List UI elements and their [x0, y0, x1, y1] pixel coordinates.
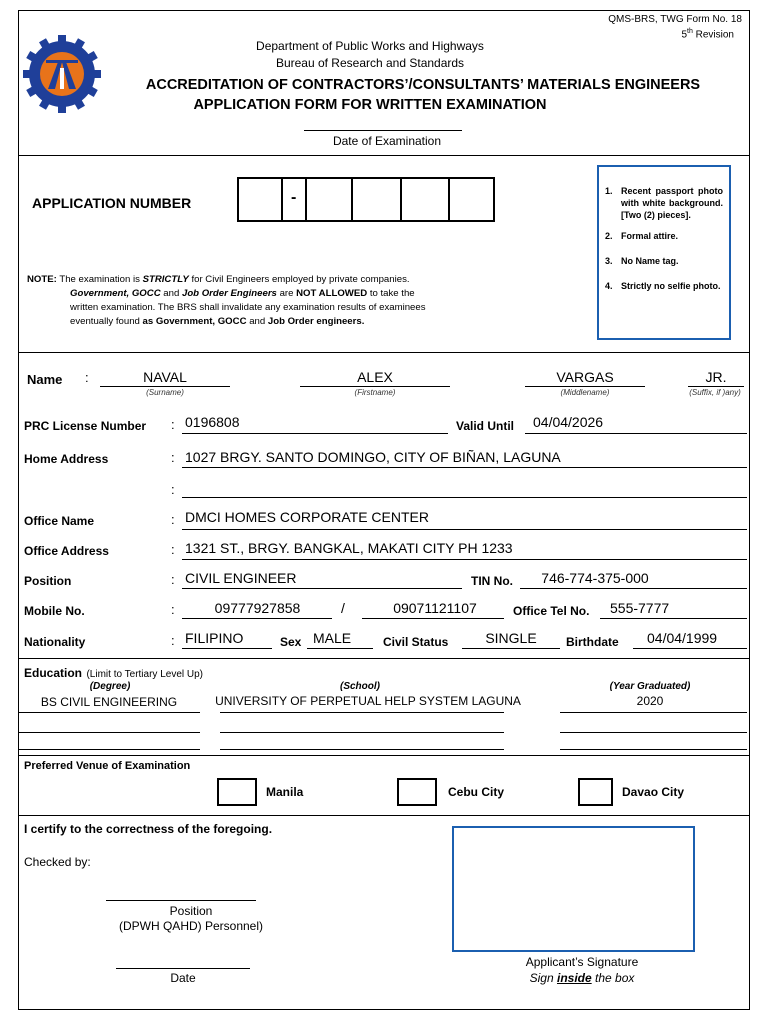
venue-option-cebu: Cebu City — [448, 785, 505, 799]
sex-label: Sex — [280, 635, 302, 649]
nationality-line — [182, 648, 272, 649]
home-address-line-2 — [182, 497, 747, 498]
requirement-item — [605, 185, 723, 221]
application-number-label: APPLICATION NUMBER — [32, 195, 192, 211]
note-line-4 — [27, 315, 497, 329]
note-text: as Government, GOCC — [142, 316, 247, 327]
mobile-1-value: 09777927858 — [214, 600, 301, 616]
edu-line — [18, 732, 200, 733]
date-signature-line — [116, 968, 250, 969]
note-text: Job Order engineers. — [267, 316, 365, 327]
requirement-number: 3. — [605, 256, 613, 266]
certify-statement: I certify to the correctness of the foregoing. — [24, 822, 273, 836]
venue-option-davao: Davao City — [622, 785, 685, 799]
note-not-allowed: NOT ALLOWED — [296, 288, 368, 299]
venue-label: Preferred Venue of Examination — [24, 760, 191, 772]
office-address-colon: : — [171, 542, 175, 557]
firstname-value: ALEX — [357, 369, 393, 385]
nationality-label: Nationality — [24, 635, 86, 649]
mobile-colon: : — [171, 602, 175, 617]
suffix-line — [688, 386, 744, 387]
office-name-line — [182, 529, 747, 530]
note-label: NOTE: — [27, 274, 57, 285]
tin-label: TIN No. — [471, 574, 513, 588]
position-signature-line — [106, 900, 256, 901]
valid-until-value: 04/04/2026 — [533, 414, 604, 430]
school-value: UNIVERSITY OF PERPETUAL HELP SYSTEM LAGUNA — [215, 694, 521, 708]
venue-checkbox-davao[interactable] — [578, 778, 613, 806]
mobile-slash: / — [341, 600, 345, 616]
divider — [18, 755, 750, 756]
edu-line — [18, 712, 200, 713]
education-heading — [24, 664, 203, 682]
firstname-line — [300, 386, 450, 387]
year-hint: (Year Graduated) — [609, 681, 691, 692]
venue-option-manila: Manila — [266, 785, 304, 799]
valid-until-label: Valid Until — [456, 419, 515, 433]
note-text: eventually found — [70, 316, 140, 327]
requirement-text: No Name tag. — [621, 256, 679, 266]
home-address-label: Home Address — [24, 452, 109, 466]
note-line-1 — [27, 273, 497, 287]
revision-word: Revision — [695, 29, 734, 41]
home-colon: : — [171, 450, 175, 465]
note-text: Government, GOCC — [70, 288, 161, 299]
form-title-line2: APPLICATION FORM FOR WRITTEN EXAMINATION — [193, 97, 547, 113]
venue-checkbox-cebu[interactable] — [397, 778, 437, 806]
form-title-line1: ACCREDITATION OF CONTRACTORS’/CONSULTANTS’ MATERIALS ENGINEERS — [145, 77, 701, 93]
prc-colon: : — [171, 417, 175, 432]
note-text: The examination is — [59, 274, 140, 285]
checker-personnel-label: (DPWH QAHD) Personnel) — [118, 919, 264, 933]
civil-status-value: SINGLE — [485, 630, 537, 646]
position-value: CIVIL ENGINEER — [185, 570, 297, 586]
name-label: Name — [27, 372, 63, 387]
note-line-2 — [27, 287, 497, 301]
date-of-exam-line — [304, 130, 462, 131]
school-hint: (School) — [340, 681, 380, 692]
requirements-box — [597, 165, 731, 340]
note-strictly: STRICTLY — [142, 274, 189, 285]
app-box-divider — [351, 179, 353, 220]
app-box-divider — [448, 179, 450, 220]
degree-value: BS CIVIL ENGINEERING — [40, 695, 178, 709]
prc-line — [182, 433, 448, 434]
note-text: and — [249, 316, 266, 327]
office-name-colon: : — [171, 512, 175, 527]
mobile-2-line — [362, 618, 504, 619]
middlename-hint: (Middlename) — [560, 388, 610, 397]
sign-inside-instruction — [452, 971, 712, 985]
requirement-number: 2. — [605, 231, 613, 241]
note-text: to take the — [369, 288, 415, 299]
requirement-text: Recent passport photo with white background. [Two (2) pieces]. — [621, 186, 723, 220]
mobile-1-line — [182, 618, 332, 619]
birthdate-line — [633, 648, 747, 649]
year-value: 2020 — [636, 694, 664, 708]
office-address-value: 1321 ST., BRGY. BANGKAL, MAKATI CITY PH 1233 — [185, 540, 513, 556]
position-colon: : — [171, 572, 175, 587]
office-name-label: Office Name — [24, 514, 95, 528]
app-dash: - — [291, 189, 297, 206]
surname-value: NAVAL — [143, 369, 187, 385]
sign-text: the box — [595, 971, 635, 985]
requirement-item — [605, 280, 723, 292]
department-name: Department of Public Works and Highways — [256, 39, 484, 53]
edu-line — [560, 732, 747, 733]
suffix-value: JR. — [705, 369, 727, 385]
tin-value: 746-774-375-000 — [541, 570, 649, 586]
office-tel-value: 555-7777 — [610, 600, 670, 616]
sign-text: Sign — [529, 971, 554, 985]
edu-line — [220, 749, 504, 750]
sex-line — [307, 648, 373, 649]
divider — [18, 352, 750, 353]
edu-line — [220, 712, 504, 713]
civil-status-label: Civil Status — [383, 635, 449, 649]
revision-number: 5 — [681, 29, 688, 41]
birthdate-value: 04/04/1999 — [647, 630, 718, 646]
office-name-value: DMCI HOMES CORPORATE CENTER — [185, 509, 429, 525]
checker-position-label: Position — [169, 904, 213, 918]
date-of-exam-label: Date of Examination — [332, 134, 442, 148]
mobile-label: Mobile No. — [24, 604, 85, 618]
mobile-2-value: 09071121107 — [393, 600, 477, 616]
education-label: Education — [24, 666, 83, 680]
surname-hint: (Surname) — [146, 388, 184, 397]
checked-by-label: Checked by: — [24, 855, 91, 869]
office-address-line — [182, 559, 747, 560]
home-address-value: 1027 BRGY. SANTO DOMINGO, CITY OF BIÑAN, LAGUNA — [185, 449, 561, 465]
office-address-label: Office Address — [24, 544, 109, 558]
note-line-3: written examination. The BRS shall invalidate any examination results of examinees — [70, 302, 426, 313]
note-text: for Civil Engineers employed by private companies. — [191, 274, 410, 285]
edu-line — [18, 749, 200, 750]
office-tel-label: Office Tel No. — [513, 604, 590, 618]
requirement-item — [605, 230, 723, 242]
surname-line — [100, 386, 230, 387]
divider — [18, 815, 750, 816]
requirement-text: Formal attire. — [621, 231, 679, 241]
edu-line — [220, 732, 504, 733]
middlename-line — [525, 386, 645, 387]
edu-line — [560, 749, 747, 750]
note-text: and — [163, 288, 180, 299]
valid-until-line — [525, 433, 747, 434]
note-text: are — [279, 288, 294, 299]
prc-value: 0196808 — [185, 414, 240, 430]
position-line — [182, 588, 462, 589]
requirement-text: Strictly no selfie photo. — [621, 281, 721, 291]
tin-line — [520, 588, 747, 589]
app-box-divider — [305, 179, 307, 220]
app-box-divider — [281, 179, 283, 220]
checker-date-label: Date — [170, 971, 196, 985]
form-number: QMS-BRS, TWG Form No. 18 — [608, 14, 742, 25]
nationality-colon: : — [171, 633, 175, 648]
note-text: Job Order Engineers — [181, 288, 277, 299]
sex-value: MALE — [313, 630, 352, 646]
civil-status-line — [462, 648, 560, 649]
revision — [681, 28, 734, 40]
app-box-divider — [400, 179, 402, 220]
signature-box[interactable] — [452, 826, 695, 952]
divider — [18, 658, 750, 659]
bureau-name: Bureau of Research and Standards — [275, 56, 465, 70]
office-tel-line — [600, 618, 747, 619]
divider — [18, 155, 750, 156]
requirement-item — [605, 255, 723, 267]
edu-line — [560, 712, 747, 713]
requirement-number: 1. — [605, 186, 613, 196]
sign-inside-emphasis: inside — [556, 971, 592, 985]
middlename-value: VARGAS — [556, 369, 614, 385]
education-note: (Limit to Tertiary Level Up) — [86, 669, 203, 680]
name-colon: : — [85, 370, 89, 385]
firstname-hint: (Firstname) — [354, 388, 396, 397]
dpwh-logo — [22, 34, 102, 114]
signature-label: Applicant’s Signature — [525, 955, 639, 969]
prc-label: PRC License Number — [24, 419, 147, 433]
position-label: Position — [24, 574, 72, 588]
home-colon-2: : — [171, 482, 175, 497]
suffix-hint: (Suffix, if )any) — [689, 388, 741, 397]
venue-checkbox-manila[interactable] — [217, 778, 257, 806]
nationality-value: FILIPINO — [185, 630, 244, 646]
application-number-boxes — [237, 177, 495, 222]
home-address-line — [182, 467, 747, 468]
degree-hint: (Degree) — [89, 681, 131, 692]
note-block — [27, 273, 497, 329]
requirement-number: 4. — [605, 281, 613, 291]
birthdate-label: Birthdate — [566, 635, 619, 649]
revision-superscript: th — [687, 28, 693, 35]
